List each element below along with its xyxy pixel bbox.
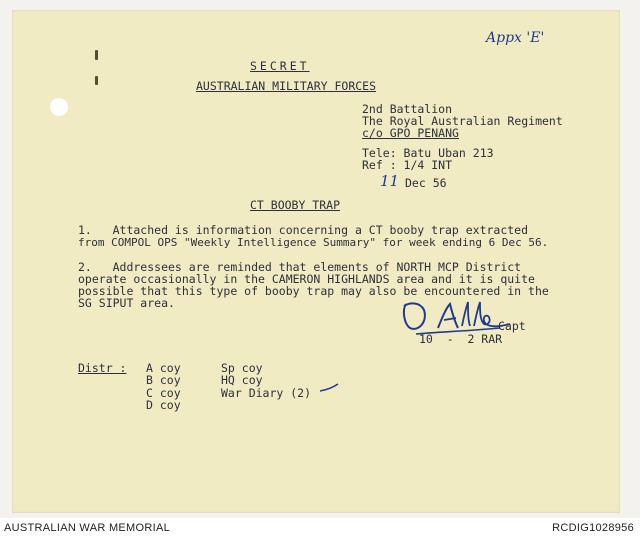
handwritten-appendix-note: Appx 'E' [486, 30, 545, 46]
paragraph-2-line-3: possible that this type of booby trap may also be encountered in the [78, 284, 549, 298]
distribution-entry: A coy [146, 361, 181, 375]
distribution-entry: Sp coy [221, 361, 263, 375]
distribution-entry: HQ coy [221, 373, 263, 387]
distribution-entry: B coy [146, 373, 181, 387]
distribution-label: Distr : [78, 361, 127, 375]
classification-heading: SECRET [250, 59, 310, 73]
distribution-entry: War Diary (2) [221, 386, 312, 400]
paragraph-1-line-2: from COMPOL OPS "Weekly Intelligence Summary" for week ending 6 Dec 56. [78, 236, 549, 249]
paragraph-2-line-2: operate occasionally in the CAMERON HIGHLANDS area and it is quite [78, 272, 535, 286]
staple-mark [95, 76, 98, 85]
paragraph-2-line-1: 2. Addressees are reminded that elements of NORTH MCP District [78, 260, 522, 274]
address-unit: 2nd Battalion [362, 102, 453, 116]
staple-mark [95, 50, 98, 60]
pen-tick-mark [318, 383, 340, 393]
punch-hole [50, 98, 68, 116]
paragraph-2-line-4: SG SIPUT area. [78, 296, 175, 310]
document-title: CT BOOBY TRAP [250, 198, 341, 212]
address-telephone: Tele: Batu Uban 213 [362, 146, 494, 160]
distribution-entry: C coy [146, 386, 181, 400]
address-postal: c/o GPO PENANG [362, 126, 459, 140]
archive-id: RCDIG1028956 [552, 522, 634, 534]
organisation-heading: AUSTRALIAN MILITARY FORCES [196, 79, 377, 93]
address-regiment: The Royal Australian Regiment [362, 114, 563, 128]
archive-source: AUSTRALIAN WAR MEMORIAL [4, 522, 171, 534]
date-month-year: Dec 56 [405, 176, 447, 190]
paragraph-1-line-1: 1. Attached is information concerning a CT booby trap extracted [78, 223, 529, 237]
distribution-entry: D coy [146, 398, 181, 412]
handwritten-date-day: 11 [380, 172, 400, 190]
reference-number: Ref : 1/4 INT [362, 158, 453, 172]
signatory-unit: 10 - 2 RAR [419, 332, 503, 346]
signatory-rank: Capt [498, 319, 526, 333]
